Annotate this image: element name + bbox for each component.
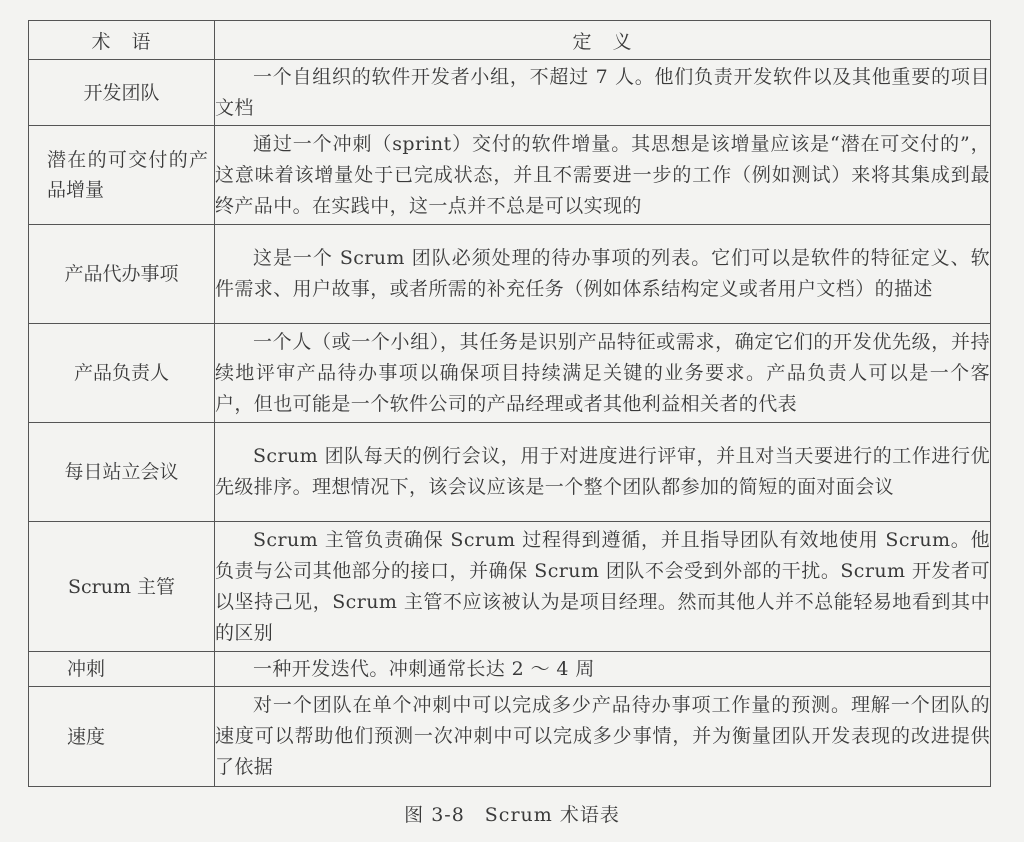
term-cell: 开发团队 — [29, 60, 215, 126]
table-row — [29, 522, 991, 652]
definition-cell: 一个自组织的软件开发者小组，不超过 7 人。他们负责开发软件以及其他重要的项目文档 — [215, 60, 991, 126]
definition-cell: 通过一个冲刺（sprint）交付的软件增量。其思想是该增量应该是“潜在可交付的”，这意味着该增量处于已完成状态，并且不需要进一步的工作（例如测试）来将其集成到最终产品中。在实践中，这一点并不总是可以实现的 — [215, 126, 991, 225]
term-cell: 冲刺 — [29, 652, 215, 687]
table-row — [29, 60, 991, 126]
definition-cell: Scrum 团队每天的例行会议，用于对进度进行评审，并且对当天要进行的工作进行优先级排序。理想情况下，该会议应该是一个整个团队都参加的简短的面对面会议 — [215, 423, 991, 522]
term-cell: Scrum 主管 — [29, 522, 215, 652]
definition-cell: 一种开发迭代。冲刺通常长达 2 ～ 4 周 — [215, 652, 991, 687]
term-cell: 速度 — [29, 687, 215, 787]
definition-cell: 这是一个 Scrum 团队必须处理的待办事项的列表。它们可以是软件的特征定义、软件需求、用户故事，或者所需的补充任务（例如体系结构定义或者用户文档）的描述 — [215, 225, 991, 324]
definition-cell: 对一个团队在单个冲刺中可以完成多少产品待办事项工作量的预测。理解一个团队的速度可以帮助他们预测一次冲刺中可以完成多少事情，并为衡量团队开发表现的改进提供了依据 — [215, 687, 991, 787]
table-row — [29, 687, 991, 787]
table-header-row — [29, 21, 991, 60]
term-cell: 产品代办事项 — [29, 225, 215, 324]
figure-caption: 图 3-8 Scrum 术语表 — [404, 804, 620, 826]
header-term: 术 语 — [29, 21, 215, 60]
definition-cell: Scrum 主管负责确保 Scrum 过程得到遵循，并且指导团队有效地使用 Scrum。他负责与公司其他部分的接口，并确保 Scrum 团队不会受到外部的干扰。Scrum 开发者可以坚持己见，Scrum 主管不应该被认为是项目经理。然而其他人并不总能轻易地看到其中的区别 — [215, 522, 991, 652]
term-cell: 潜在的可交付的产品增量 — [29, 126, 215, 225]
table-row — [29, 423, 991, 522]
term-cell: 每日站立会议 — [29, 423, 215, 522]
definition-cell: 一个人（或一个小组），其任务是识别产品特征或需求，确定它们的开发优先级，并持续地评审产品待办事项以确保项目持续满足关键的业务要求。产品负责人可以是一个客户，但也可能是一个软件公司的产品经理或者其他利益相关者的代表 — [215, 324, 991, 423]
term-cell: 产品负责人 — [29, 324, 215, 423]
table-row — [29, 225, 991, 324]
header-definition: 定 义 — [215, 21, 991, 60]
table-row — [29, 324, 991, 423]
table-row — [29, 126, 991, 225]
scrum-glossary-table — [28, 20, 991, 787]
table-row — [29, 652, 991, 687]
